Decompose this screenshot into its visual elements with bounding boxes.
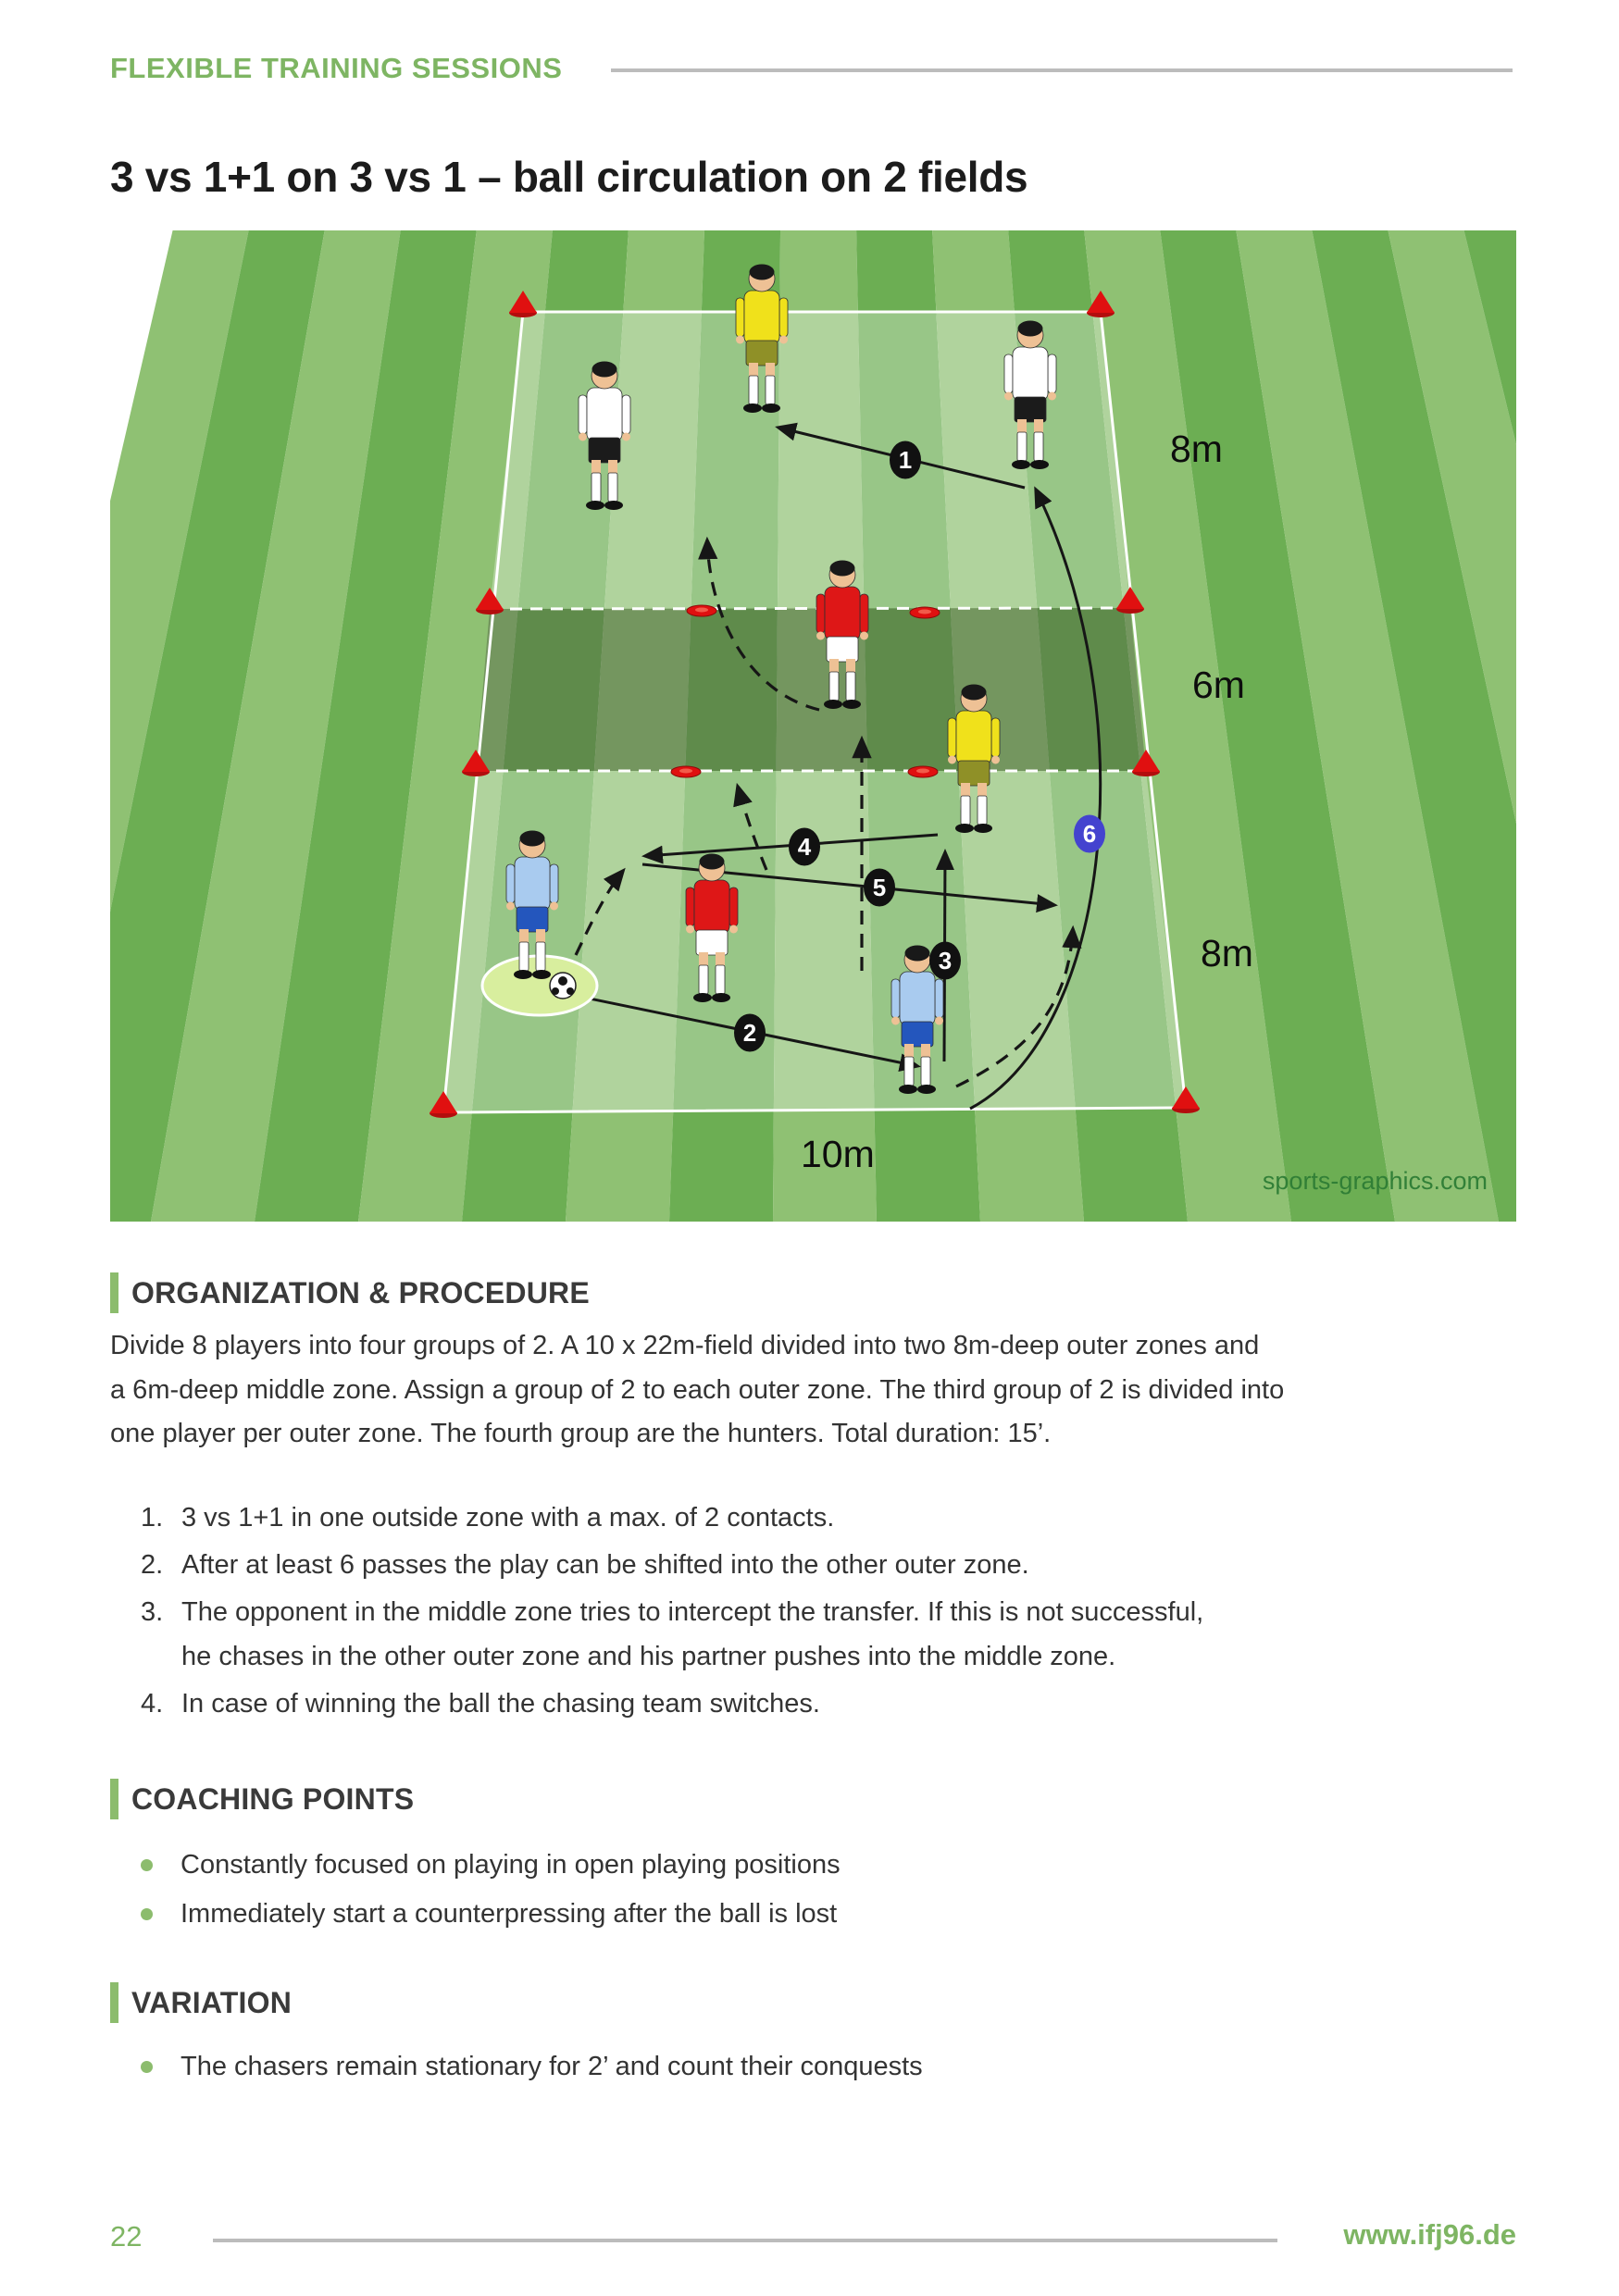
dimension-label-width: 10m [801,1133,875,1175]
pass-marker-5 [864,869,895,907]
footer-rule [213,2239,1277,2242]
outer-zone-bottom [443,771,1186,1112]
pass-marker-2 [734,1014,766,1052]
flat-cone-icon [687,605,716,616]
bullet-item [141,1898,837,1930]
page-title: 3 vs 1+1 on 3 vs 1 – ball circulation on 2 fields [110,153,1028,201]
svg-text:1: 1 [898,446,913,474]
numbered-item [141,1502,834,1533]
field-illustration [110,230,1516,1222]
pass-marker-1 [890,441,921,479]
section-heading-variation [110,1981,292,2024]
heading-label: VARIATION [131,1985,293,2019]
bullet-text: Constantly focused on playing in open playing positions [181,1850,841,1880]
bullet-text: Immediately start a counterpressing after the ball is lost [181,1899,838,1929]
item-text: In case of winning the ball the chasing team switches. [181,1689,820,1719]
middle-zone [476,608,1146,771]
paragraph-line: a 6m-deep middle zone. Assign a group of 2 to each outer zone. The third group of 2 is divided into [110,1375,1285,1405]
dimension-label-middle: 6m [1192,664,1245,706]
bullet-item [141,2051,923,2082]
section-heading-coaching [110,1778,414,1820]
heading-label: COACHING POINTS [131,1781,415,1816]
bullet-item [141,1849,841,1880]
page-number: 22 [110,2220,143,2253]
flat-cone-icon [908,766,938,777]
svg-text:3: 3 [938,947,953,974]
bullet-text: The chasers remain stationary for 2’ and count their conquests [181,2052,923,2081]
training-diagram [110,230,1516,1222]
item-number: 4. [141,1689,164,1719]
paragraph-line: one player per outer zone. The fourth group are the hunters. Total duration: 15’. [110,1419,1052,1448]
pass-marker-3 [929,942,961,980]
flat-cone-icon [671,766,701,777]
dimension-label-bottom: 8m [1201,932,1253,974]
heading-accent-bar [110,1779,118,1819]
item-number: 2. [141,1550,164,1580]
bullet-icon [141,2061,153,2073]
footer-website: www.ifj96.de [1343,2218,1516,2251]
watermark: sports-graphics.com [1262,1167,1488,1195]
heading-accent-bar [110,1272,118,1313]
heading-accent-bar [110,1982,118,2023]
bullet-icon [141,1908,153,1920]
svg-text:2: 2 [742,1019,757,1047]
item-text: After at least 6 passes the play can be shifted into the other outer zone. [181,1550,1029,1580]
numbered-item [141,1688,820,1719]
numbered-item [141,1596,1203,1628]
paragraph-line: Divide 8 players into four groups of 2. A 10 x 22m-field divided into two 8m-deep outer zones and [110,1331,1260,1360]
heading-label: ORGANIZATION & PROCEDURE [131,1275,590,1309]
item-number: 3. [141,1597,164,1627]
numbered-item-continuation: he chases in the other outer zone and his partner pushes into the middle zone. [181,1642,1116,1671]
item-text: 3 vs 1+1 in one outside zone with a max. of 2 contacts. [181,1503,835,1533]
flat-cone-icon [910,607,940,618]
page-kicker: FLEXIBLE TRAINING SESSIONS [110,52,563,84]
svg-text:5: 5 [872,874,887,901]
kicker-rule [611,68,1513,72]
pass-marker-6 [1074,815,1105,853]
pass-marker-4 [789,828,820,866]
bullet-icon [141,1859,153,1871]
numbered-item [141,1549,1029,1581]
section-heading-organization [110,1272,590,1314]
item-text: The opponent in the middle zone tries to intercept the transfer. If this is not successful, [181,1597,1204,1627]
dimension-label-top: 8m [1170,428,1223,470]
svg-text:4: 4 [797,833,812,861]
item-number: 1. [141,1503,164,1533]
svg-text:6: 6 [1082,820,1097,848]
